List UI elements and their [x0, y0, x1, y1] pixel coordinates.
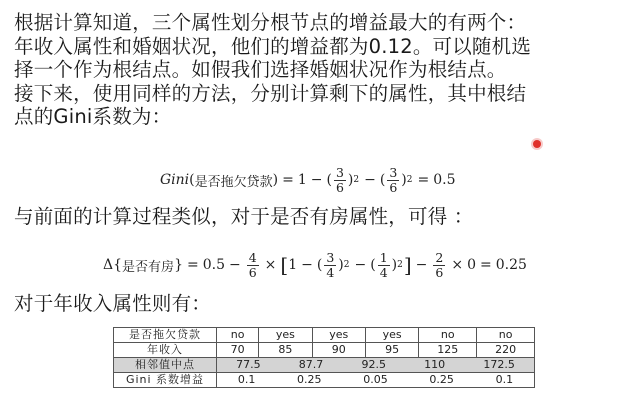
table-row	[114, 343, 535, 358]
fraction: $\frac{2}{6}$	[435, 249, 444, 280]
table-cell: 0.25	[429, 373, 454, 386]
fraction: $\frac{4}{6}$	[248, 249, 257, 280]
table-cell: 0.1	[237, 373, 256, 386]
table-cell: no	[477, 328, 535, 343]
formula-number: 1	[297, 172, 307, 188]
formula-result: 0.5	[433, 172, 456, 188]
delta-symbol: Δ	[103, 257, 114, 273]
row-header: Gini 系数增益	[114, 373, 217, 388]
midpoint-cells	[217, 358, 535, 373]
fraction: $\frac{3}{6}$	[389, 164, 398, 195]
table-row	[114, 328, 535, 343]
formula-number: 0	[467, 257, 477, 273]
table-cell: 0.05	[363, 373, 388, 386]
formula-arg: 是否有房	[122, 259, 175, 275]
formula-number: 0.5	[202, 257, 225, 273]
formula-arg: 是否拖欠贷款	[194, 174, 273, 190]
text-line: 根据计算知道，三个属性划分根节点的增益最大的有两个：	[14, 11, 527, 34]
income-paragraph: 对于年收入属性则有：	[14, 292, 212, 315]
table-cell: 95	[365, 343, 418, 358]
table-row	[114, 358, 535, 373]
gain-cells	[217, 373, 535, 388]
table-cell: 90	[312, 343, 365, 358]
formula-number: 1	[288, 257, 298, 273]
table-cell: 92.5	[361, 358, 386, 371]
laser-pointer-dot	[533, 140, 541, 148]
table-cell: yes	[312, 328, 365, 343]
text-line: 年收入属性和婚姻状况，他们的增益都为0.12。可以随机选	[14, 34, 532, 58]
house-paragraph: 与前面的计算过程类似，对于是否有房属性，可得 ：	[14, 205, 474, 228]
table-cell: 70	[217, 343, 259, 358]
table-cell: 0.1	[495, 373, 514, 386]
table-cell: 85	[259, 343, 312, 358]
table-cell: 77.5	[236, 358, 261, 371]
row-header: 相邻值中点	[114, 358, 217, 373]
table-cell: 220	[477, 343, 535, 358]
house-gain-formula: Δ { 是否有房 } = 0.5 − $\frac{4}{6}$ × [ 1 − ( $\frac{3}{4}$ ) 2 − ( $\frac{1}{4}$ ) 2 ] − $\frac{2}{6}$ × 0 = 0.25	[103, 249, 527, 280]
row-header: 年收入	[114, 343, 217, 358]
income-gini-table	[113, 327, 535, 388]
table-cell: 172.5	[483, 358, 515, 371]
fraction: $\frac{3}{6}$	[335, 164, 344, 195]
row-header: 是否拖欠贷款	[114, 328, 217, 343]
table-cell: yes	[365, 328, 418, 343]
text-line: 择一个作为根结点。如假我们选择婚姻状况作为根结点。	[14, 58, 507, 81]
table-cell: 0.25	[297, 373, 322, 386]
intro-paragraph	[14, 11, 614, 129]
table-row	[114, 373, 535, 388]
table-cell: no	[217, 328, 259, 343]
formula-result: 0.25	[495, 257, 527, 273]
table-cell: 125	[419, 343, 477, 358]
fraction: $\frac{3}{4}$	[326, 249, 335, 280]
table-cell: 110	[424, 358, 446, 371]
gini-function-name: Gini	[160, 172, 190, 188]
fraction: $\frac{1}{4}$	[379, 249, 388, 280]
gini-root-formula: Gini ( 是否拖欠贷款 ) = 1 − ( $\frac{3}{6}$ ) 2 − ( $\frac{3}{6}$ ) 2 = 0.5	[160, 164, 456, 195]
table-cell: no	[419, 328, 477, 343]
table-cell: yes	[259, 328, 312, 343]
text-line: 接下来，使用同样的方法，分别计算剩下的属性，其中根结	[14, 81, 527, 105]
text-line: 点的Gini系数为：	[14, 105, 172, 128]
table-cell: 87.7	[298, 358, 324, 371]
